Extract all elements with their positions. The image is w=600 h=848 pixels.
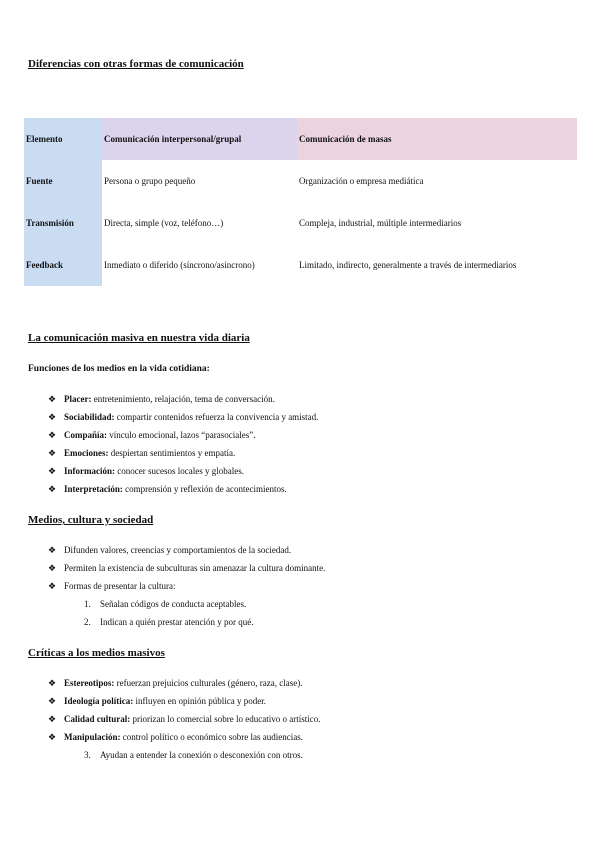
numbered-item — [84, 613, 253, 631]
criticism-list — [48, 674, 320, 746]
list-item — [48, 462, 318, 480]
diamond-bullet-icon: ❖ — [48, 466, 57, 476]
table-cell: Inmediato o diferido (síncrono/asíncrono) — [104, 260, 255, 270]
table-cell: Compleja, industrial, múltiple intermediarios — [299, 218, 462, 228]
section-title-daily-life: La comunicación masiva en nuestra vida diaria — [28, 332, 250, 344]
item-text: Ayudan a entender la conexión o desconexión con otros. — [100, 750, 303, 760]
item-text: Indican a quién prestar atención y por qué. — [100, 617, 254, 627]
numbered-item — [84, 595, 253, 613]
list-item — [48, 480, 318, 498]
list-item — [48, 390, 318, 408]
list-item — [48, 674, 320, 692]
table-row — [24, 202, 577, 244]
list-item — [48, 408, 318, 426]
item-text: Difunden valores, creencias y comportamientos de la sociedad. — [64, 545, 292, 555]
item-term: Placer: — [64, 394, 92, 404]
diamond-bullet-icon: ❖ — [48, 448, 57, 458]
item-text: Permiten la existencia de subculturas sin amenazar la cultura dominante. — [64, 563, 326, 573]
section-title-criticism: Críticas a los medios masivos — [28, 647, 165, 659]
diamond-bullet-icon: ❖ — [48, 696, 57, 706]
list-item — [48, 577, 325, 595]
item-number: 1. — [84, 599, 91, 609]
item-term: Sociabilidad: — [64, 412, 115, 422]
table-header-row — [24, 118, 577, 160]
functions-list — [48, 390, 318, 498]
item-text: comprensión y reflexión de acontecimientos. — [122, 484, 287, 494]
list-item — [48, 692, 320, 710]
diamond-bullet-icon: ❖ — [48, 563, 57, 573]
item-term: Calidad cultural: — [64, 714, 131, 724]
item-text: refuerzan prejuicios culturales (género, raza, clase). — [114, 678, 303, 688]
item-text: entretenimiento, relajación, tema de conversación. — [91, 394, 275, 404]
item-text: conocer sucesos locales y globales. — [115, 466, 244, 476]
diamond-bullet-icon: ❖ — [48, 484, 57, 494]
item-term: Información: — [64, 466, 115, 476]
table-cell: Organización o empresa mediática — [299, 176, 424, 186]
table-cell: Persona o grupo pequeño — [104, 176, 196, 186]
table-header-cell: Comunicación interpersonal/grupal — [102, 118, 297, 160]
diamond-bullet-icon: ❖ — [48, 678, 57, 688]
item-term: Estereotipos: — [64, 678, 115, 688]
table-row — [24, 244, 577, 286]
table-cell: Directa, simple (voz, teléfono…) — [104, 218, 224, 228]
table-header-cell: Comunicación de masas — [297, 118, 577, 160]
item-term: Interpretación: — [64, 484, 123, 494]
table-cell: Fuente — [24, 160, 102, 202]
item-number: 3. — [84, 750, 91, 760]
item-term: Emociones: — [64, 448, 109, 458]
item-text: vínculo emocional, lazos “parasociales”. — [107, 430, 256, 440]
list-item — [48, 710, 320, 728]
item-text: influyen en opinión pública y poder. — [133, 696, 266, 706]
table-cell: Transmisión — [24, 202, 102, 244]
diamond-bullet-icon: ❖ — [48, 732, 57, 742]
comparison-table — [24, 118, 577, 286]
criticism-numbered-list — [84, 746, 303, 764]
diamond-bullet-icon: ❖ — [48, 714, 57, 724]
list-item — [48, 559, 325, 577]
culture-list — [48, 541, 325, 595]
section-title-differences: Diferencias con otras formas de comunicación — [28, 58, 244, 70]
table-header-cell: Elemento — [24, 118, 102, 160]
list-item — [48, 426, 318, 444]
list-item — [48, 541, 325, 559]
diamond-bullet-icon: ❖ — [48, 581, 57, 591]
diamond-bullet-icon: ❖ — [48, 394, 57, 404]
table-row — [24, 160, 577, 202]
item-text: Señalan códigos de conducta aceptables. — [100, 599, 247, 609]
item-text: control político o económico sobre las audiencias. — [120, 732, 303, 742]
item-number: 2. — [84, 617, 91, 627]
table-cell: Limitado, indirecto, generalmente a través de intermediarios — [299, 260, 517, 270]
item-term: Compañía: — [64, 430, 108, 440]
item-text: priorizan lo comercial sobre lo educativo o artístico. — [130, 714, 321, 724]
table-cell: Feedback — [24, 244, 102, 286]
subtitle-functions: Funciones de los medios en la vida cotidiana: — [28, 364, 210, 374]
list-item — [48, 728, 320, 746]
item-text: despiertan sentimientos y empatía. — [108, 448, 236, 458]
diamond-bullet-icon: ❖ — [48, 430, 57, 440]
item-text: Formas de presentar la cultura: — [64, 581, 176, 591]
item-term: Ideología política: — [64, 696, 134, 706]
item-text: compartir contenidos refuerza la convivencia y amistad. — [114, 412, 319, 422]
numbered-item — [84, 746, 303, 764]
culture-numbered-list — [84, 595, 253, 631]
item-term: Manipulación: — [64, 732, 121, 742]
list-item — [48, 444, 318, 462]
diamond-bullet-icon: ❖ — [48, 545, 57, 555]
diamond-bullet-icon: ❖ — [48, 412, 57, 422]
section-title-culture: Medios, cultura y sociedad — [28, 514, 154, 526]
